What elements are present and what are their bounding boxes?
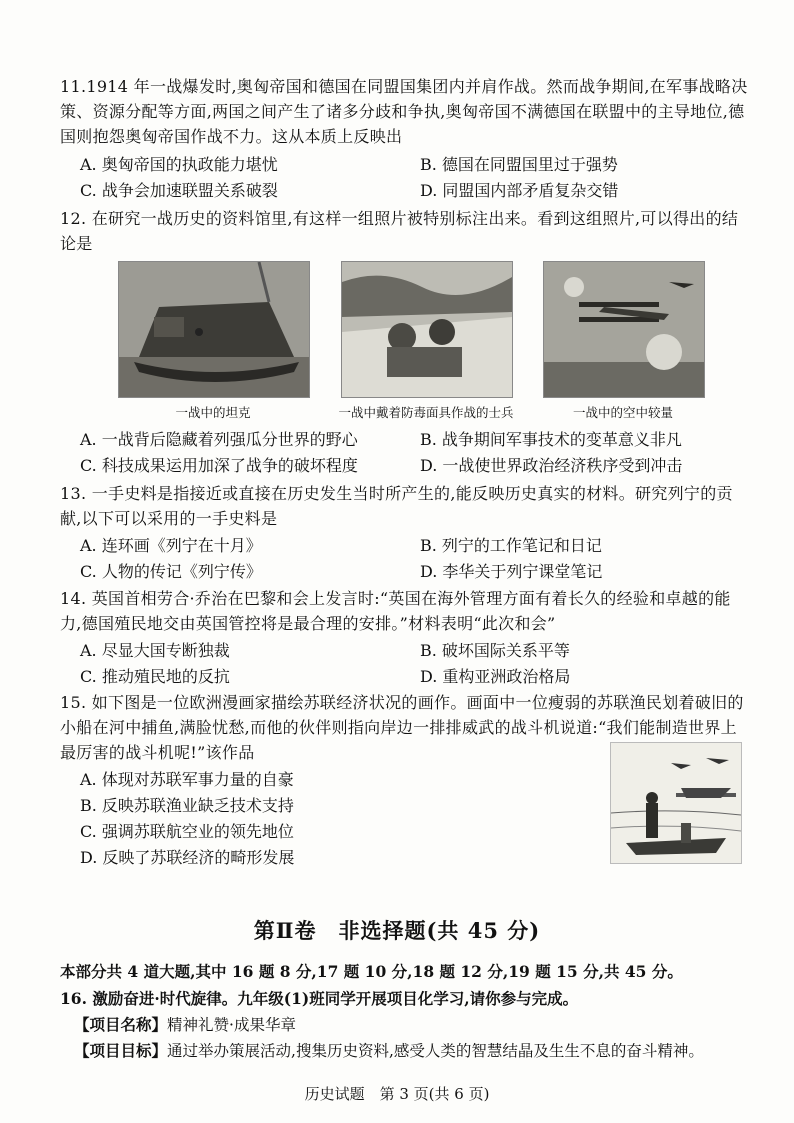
q15-option-b: B. 反映苏联渔业缺乏技术支持 [80, 796, 294, 815]
project-goal-line [74, 1038, 704, 1064]
tank-photo [118, 261, 310, 398]
q12-option-d: D. 一战使世界政治经济秩序受到冲击 [420, 456, 683, 475]
project-goal-value: 通过举办策展活动,搜集历史资料,感受人类的智慧结晶及生生不息的奋斗精神。 [167, 1042, 704, 1060]
q11-option-a: A. 奥匈帝国的执政能力堪忧 [80, 155, 278, 174]
section-2-title: 第Ⅱ卷 非选择题(共 45 分) [253, 918, 541, 943]
q13-option-c: C. 人物的传记《列宁传》 [80, 562, 262, 581]
q11-option-c: C. 战争会加速联盟关系破裂 [80, 181, 278, 200]
project-name-label: 【项目名称】 [74, 1015, 168, 1034]
q13-option-d: D. 李华关于列宁课堂笔记 [420, 562, 603, 581]
q11-option-d: D. 同盟国内部矛盾复杂交错 [420, 181, 619, 200]
fisherman-cartoon [610, 742, 742, 864]
q13-option-a: A. 连环画《列宁在十月》 [80, 536, 262, 555]
q15-option-c: C. 强调苏联航空业的领先地位 [80, 822, 294, 841]
gas-mask-soldiers-photo [341, 261, 513, 398]
question-12-stem: 12. 在研究一战历史的资料馆里,有这样一组照片被特别标注出来。看到这组照片,可以得出的结论是 [60, 209, 739, 253]
question-14-stem: 14. 英国首相劳合·乔治在巴黎和会上发言时:“英国在海外管理方面有着长久的经验和卓越的能力,德国殖民地交由英国管控将是最合理的安排。”材料表明“此次和会” [60, 589, 731, 633]
tank-caption: 一战中的坦克 [175, 405, 251, 420]
aerial-combat-caption: 一战中的空中较量 [572, 405, 673, 420]
project-goal-label: 【项目目标】 [74, 1041, 168, 1060]
question-13-stem: 13. 一手史料是指接近或直接在历史发生当时所产生的,能反映历史真实的材料。研究列宁的贡献,以下可以采用的一手史料是 [60, 484, 733, 528]
section-2-note: 本部分共 4 道大题,其中 16 题 8 分,17 题 10 分,18 题 12 分,19 题 15 分,共 45 分。 [60, 962, 683, 981]
q13-option-b: B. 列宁的工作笔记和日记 [420, 536, 602, 555]
gas-mask-caption: 一战中戴着防毒面具作战的士兵 [338, 405, 514, 420]
q15-option-d: D. 反映了苏联经济的畸形发展 [80, 848, 295, 867]
q12-option-c: C. 科技成果运用加深了战争的破坏程度 [80, 456, 358, 475]
q15-option-a: A. 体现对苏联军事力量的自豪 [80, 770, 294, 789]
q11-option-b: B. 德国在同盟国里过于强势 [420, 155, 618, 174]
page-footer: 历史试题 第 3 页(共 6 页) [304, 1085, 490, 1103]
q14-option-b: B. 破坏国际关系平等 [420, 641, 570, 660]
q14-option-d: D. 重构亚洲政治格局 [420, 667, 571, 686]
q12-option-a: A. 一战背后隐藏着列强瓜分世界的野心 [80, 430, 358, 449]
question-15-stem: 15. 如下图是一位欧洲漫画家描绘苏联经济状况的画作。画面中一位瘦弱的苏联渔民划着破旧的小船在河中捕鱼,满脸忧愁,而他的伙伴则指向岸边一排排威武的战斗机说道:“我们能制造世界上最厉害的战斗机呢!”该作品 [60, 693, 744, 762]
question-16-stem: 16. 激励奋进·时代旋律。九年级(1)班同学开展项目化学习,请你参与完成。 [60, 989, 579, 1008]
question-11-stem: 11.1914 年一战爆发时,奥匈帝国和德国在同盟国集团内并肩作战。然而战争期间,在军事战略决策、资源分配等方面,两国之间产生了诸多分歧和争执,奥匈帝国不满德国在联盟中的主导地位,德国则抱怨奥匈帝国作战不力。这从本质上反映出 [60, 77, 748, 146]
project-name-value: 精神礼赞·成果华章 [167, 1016, 296, 1034]
q12-option-b: B. 战争期间军事技术的变革意义非凡 [420, 430, 682, 449]
q14-option-a: A. 尽显大国专断独裁 [80, 641, 230, 660]
q14-option-c: C. 推动殖民地的反抗 [80, 667, 230, 686]
aerial-combat-photo [543, 261, 705, 398]
project-name-line [74, 1012, 296, 1038]
